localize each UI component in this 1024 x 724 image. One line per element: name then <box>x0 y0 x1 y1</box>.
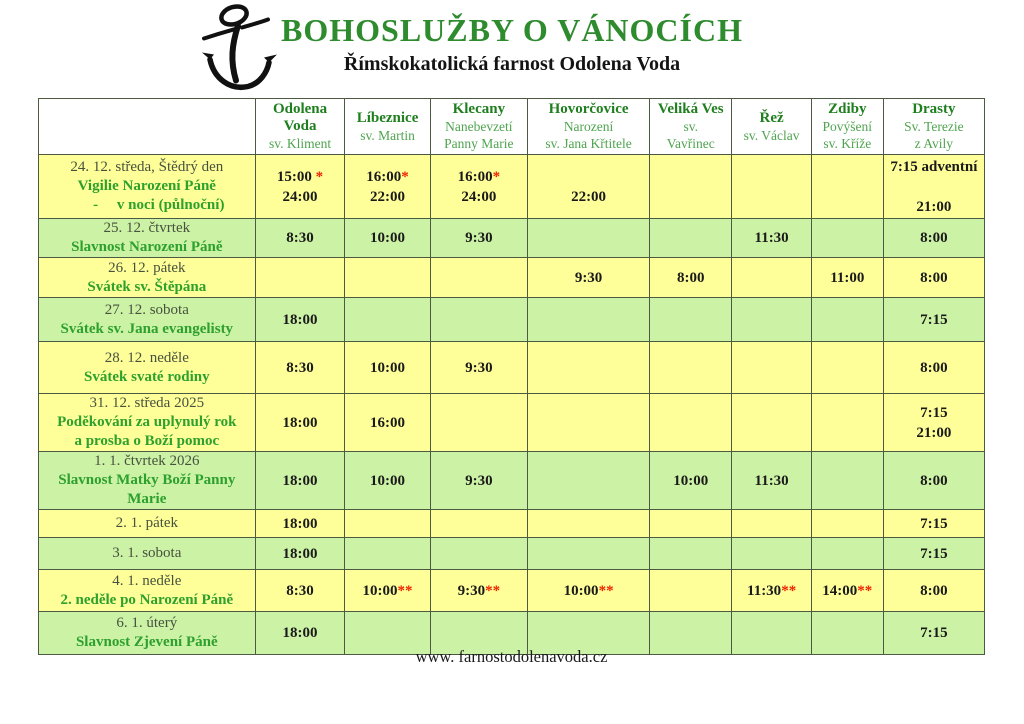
schedule-row <box>39 510 985 538</box>
time-cell <box>255 258 345 298</box>
church-name: Panny Marie <box>444 136 514 151</box>
schedule-row <box>39 538 985 570</box>
time-cell <box>811 538 883 570</box>
date-text: 24. 12. středa, Štědrý den <box>70 159 224 175</box>
time-cell <box>255 570 345 612</box>
time-cell <box>528 219 650 258</box>
mass-time: 15:00 * <box>276 168 324 185</box>
town-name: Voda <box>283 118 317 134</box>
mass-time: 9:30 <box>465 230 493 246</box>
mass-time: 10:00** <box>563 582 614 599</box>
time-cell <box>345 155 430 219</box>
footnote-asterisk: * <box>492 168 501 185</box>
time-cell <box>811 510 883 538</box>
schedule-row <box>39 342 985 394</box>
mass-time: 9:30 <box>574 269 603 286</box>
date-cell <box>39 452 256 510</box>
time-cell <box>430 538 527 570</box>
schedule-row <box>39 298 985 342</box>
mass-time: 8:00 <box>676 269 705 286</box>
time-cell <box>811 452 883 510</box>
mass-time: 10:00 <box>370 472 406 489</box>
time-cell <box>650 452 732 510</box>
time-cell <box>883 394 984 452</box>
church-name: Povýšení <box>822 119 873 134</box>
time-cell <box>811 298 883 342</box>
feast-text: Marie <box>127 491 167 507</box>
time-cell <box>255 155 345 219</box>
time-cell <box>883 155 984 219</box>
page-title: BOHOSLUŽBY O VÁNOCÍCH <box>281 12 743 48</box>
time-cell <box>811 394 883 452</box>
time-cell <box>430 570 527 612</box>
time-cell <box>345 342 430 394</box>
time-cell <box>430 155 527 219</box>
column-header-1 <box>255 99 345 155</box>
mass-time: 16:00 <box>370 414 406 431</box>
time-cell <box>345 510 430 538</box>
date-text: 6. 1. úterý <box>116 615 178 631</box>
time-cell <box>811 219 883 258</box>
date-text: 1. 1. čtvrtek 2026 <box>94 453 200 469</box>
mass-time: 11:00 <box>830 269 865 286</box>
time-cell <box>650 298 732 342</box>
date-text: 31. 12. středa 2025 <box>89 395 205 411</box>
mass-time: 14:00** <box>822 582 873 599</box>
schedule-row <box>39 155 985 219</box>
time-cell <box>732 452 811 510</box>
feast-text: - v noci (půlnoční) <box>93 197 225 213</box>
time-cell <box>528 394 650 452</box>
mass-time: 11:30 <box>754 472 789 489</box>
footnote-asterisk: ** <box>397 582 413 599</box>
mass-time: 8:30 <box>286 230 314 246</box>
website-url: www. farnostodolenavoda.cz <box>415 647 608 666</box>
mass-time: 24:00 <box>282 188 318 205</box>
mass-time: 10:00** <box>362 582 413 599</box>
time-cell <box>883 219 984 258</box>
time-cell <box>811 570 883 612</box>
church-name: sv. Jana Křtitele <box>545 136 632 151</box>
time-cell <box>528 258 650 298</box>
feast-text: Slavnost Narození Páně <box>71 239 223 255</box>
column-header-7 <box>811 99 883 155</box>
town-name: Drasty <box>912 101 956 117</box>
mass-time: 8:00 <box>920 582 948 599</box>
page-subtitle: Římskokatolická farnost Odolena Voda <box>343 53 681 75</box>
date-text: 28. 12. neděle <box>104 349 189 366</box>
footer <box>38 647 985 667</box>
feast-text: Svátek svaté rodiny <box>84 368 210 385</box>
time-cell <box>528 342 650 394</box>
mass-time: 18:00 <box>282 311 318 328</box>
time-cell <box>528 538 650 570</box>
time-cell <box>430 258 527 298</box>
footnote-asterisk: ** <box>781 582 797 599</box>
time-cell <box>345 298 430 342</box>
time-cell <box>732 538 811 570</box>
time-cell <box>255 298 345 342</box>
mass-time: 7:15 adventní <box>890 158 978 175</box>
mass-time: 22:00 <box>370 188 406 205</box>
church-name: z Avily <box>914 136 954 151</box>
time-cell <box>883 510 984 538</box>
mass-time <box>530 167 647 187</box>
town-name: Řež <box>759 109 784 126</box>
time-cell <box>255 538 345 570</box>
mass-time: 10:00 <box>673 472 709 489</box>
church-name: sv. Kříže <box>823 136 872 151</box>
mass-time: 8:00 <box>920 472 948 489</box>
mass-time: 16:00* <box>366 168 409 185</box>
column-header-5 <box>650 99 732 155</box>
time-cell <box>732 219 811 258</box>
time-cell <box>345 570 430 612</box>
time-cell <box>430 394 527 452</box>
mass-time: 21:00 <box>916 198 952 215</box>
date-text: 26. 12. pátek <box>108 259 186 276</box>
time-cell <box>732 298 811 342</box>
time-cell <box>430 342 527 394</box>
column-header-3 <box>430 99 527 155</box>
time-cell <box>255 510 345 538</box>
feast-text: Poděkování za uplynulý rok <box>57 414 237 430</box>
town-name: Odolena <box>272 101 328 117</box>
time-cell <box>732 258 811 298</box>
corner-cell <box>39 99 256 155</box>
mass-time: 9:30** <box>457 582 501 599</box>
date-cell <box>39 570 256 612</box>
mass-time: 7:15 <box>920 625 948 641</box>
footnote-asterisk: ** <box>857 582 873 599</box>
schedule-row <box>39 219 985 258</box>
schedule-row <box>39 258 985 298</box>
footnote-asterisk: ** <box>485 582 501 599</box>
date-cell <box>39 538 256 570</box>
time-cell <box>528 510 650 538</box>
mass-time: 7:15 <box>920 545 948 562</box>
town-name: Hovorčovice <box>548 101 629 117</box>
mass-time: 18:00 <box>282 472 318 489</box>
time-cell <box>430 510 527 538</box>
mass-time: 24:00 <box>461 188 497 205</box>
footnote-asterisk: * <box>401 168 409 185</box>
feast-text: 2. neděle po Narození Páně <box>60 591 234 608</box>
mass-time <box>886 177 982 197</box>
church-name: Vavřinec <box>666 136 715 151</box>
footnote-asterisk: * <box>311 168 324 185</box>
time-cell <box>732 570 811 612</box>
mass-time: 18:00 <box>282 515 318 532</box>
date-cell <box>39 510 256 538</box>
header <box>0 12 1024 76</box>
time-cell <box>732 394 811 452</box>
mass-time: 11:30** <box>747 582 797 599</box>
time-cell <box>528 298 650 342</box>
mass-time: 16:00* <box>457 168 501 185</box>
time-cell <box>345 258 430 298</box>
column-header-8 <box>883 99 984 155</box>
date-cell <box>39 258 256 298</box>
feast-text: Svátek sv. Jana evangelisty <box>60 320 234 337</box>
feast-text: a prosba o Boží pomoc <box>74 433 220 449</box>
church-name: sv. Martin <box>360 127 415 143</box>
time-cell <box>883 570 984 612</box>
feast-text: Svátek sv. Štěpána <box>87 278 207 295</box>
time-cell <box>528 155 650 219</box>
church-name: Sv. Terezie <box>904 119 964 134</box>
schedule-row <box>39 394 985 452</box>
mass-time: 8:00 <box>920 359 948 376</box>
date-cell <box>39 342 256 394</box>
town-name: Líbeznice <box>356 109 419 126</box>
date-cell <box>39 219 256 258</box>
date-text: 2. 1. pátek <box>115 515 179 531</box>
church-name: Narození <box>563 119 614 134</box>
schedule-row <box>39 570 985 612</box>
time-cell <box>255 394 345 452</box>
time-cell <box>650 510 732 538</box>
time-cell <box>345 394 430 452</box>
mass-time: 7:15 <box>920 404 948 421</box>
feast-text: Slavnost Zjevení Páně <box>75 634 218 650</box>
town-name: Klecany <box>452 101 506 117</box>
time-cell <box>883 538 984 570</box>
time-cell <box>811 342 883 394</box>
time-cell <box>883 298 984 342</box>
mass-time: 22:00 <box>571 188 607 205</box>
column-header-4 <box>528 99 650 155</box>
date-text: 27. 12. sobota <box>104 301 189 318</box>
mass-time: 18:00 <box>282 625 318 641</box>
column-header-2 <box>345 99 430 155</box>
time-cell <box>811 258 883 298</box>
date-cell <box>39 394 256 452</box>
church-name: sv. Kliment <box>268 136 332 151</box>
date-cell <box>39 155 256 219</box>
mass-time: 8:00 <box>920 269 948 286</box>
time-cell <box>732 155 811 219</box>
date-text: 25. 12. čtvrtek <box>103 220 191 236</box>
time-cell <box>883 452 984 510</box>
mass-time: 18:00 <box>282 545 318 562</box>
mass-time: 7:15 <box>920 515 948 532</box>
time-cell <box>650 538 732 570</box>
mass-time: 18:00 <box>282 414 318 431</box>
date-text: 3. 1. sobota <box>112 545 182 561</box>
time-cell <box>650 394 732 452</box>
time-cell <box>345 538 430 570</box>
time-cell <box>811 155 883 219</box>
church-name: Nanebevzetí <box>445 119 513 134</box>
mass-time: 11:30 <box>754 230 789 246</box>
time-cell <box>650 155 732 219</box>
date-cell <box>39 298 256 342</box>
time-cell <box>255 219 345 258</box>
time-cell <box>732 342 811 394</box>
time-cell <box>430 298 527 342</box>
column-header-6 <box>732 99 811 155</box>
schedule-row <box>39 452 985 510</box>
time-cell <box>430 452 527 510</box>
church-name: sv. Václav <box>743 127 800 143</box>
time-cell <box>345 452 430 510</box>
time-cell <box>528 570 650 612</box>
time-cell <box>430 219 527 258</box>
mass-time: 9:30 <box>465 472 493 489</box>
mass-time: 10:00 <box>370 359 406 376</box>
town-name: Zdiby <box>828 101 867 117</box>
time-cell <box>345 219 430 258</box>
mass-time: 9:30 <box>465 359 493 376</box>
time-cell <box>650 342 732 394</box>
time-cell <box>528 452 650 510</box>
time-cell <box>883 342 984 394</box>
mass-time: 8:30 <box>286 582 314 599</box>
mass-schedule-table <box>38 98 985 655</box>
mass-time: 21:00 <box>916 424 952 441</box>
time-cell <box>650 219 732 258</box>
mass-time: 10:00 <box>370 230 406 246</box>
town-name: Veliká Ves <box>657 101 724 117</box>
time-cell <box>883 258 984 298</box>
time-cell <box>255 452 345 510</box>
feast-text: Vigilie Narození Páně <box>77 178 216 194</box>
time-cell <box>255 342 345 394</box>
mass-time: 8:00 <box>920 230 948 246</box>
time-cell <box>650 258 732 298</box>
mass-time: 8:30 <box>286 359 314 376</box>
date-text: 4. 1. neděle <box>112 572 182 589</box>
mass-time: 7:15 <box>920 311 948 328</box>
feast-text: Slavnost Matky Boží Panny <box>58 472 236 488</box>
footnote-asterisk: ** <box>598 582 614 599</box>
church-name: sv. <box>683 119 698 134</box>
time-cell <box>650 570 732 612</box>
time-cell <box>732 510 811 538</box>
table-header-row <box>39 99 985 155</box>
